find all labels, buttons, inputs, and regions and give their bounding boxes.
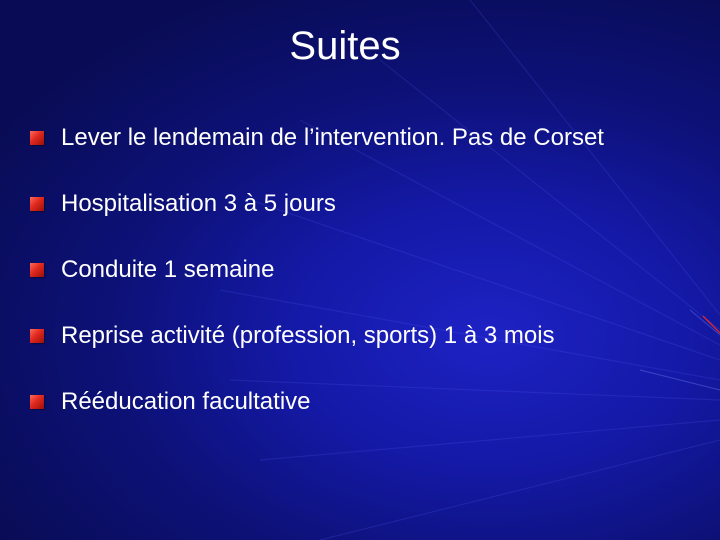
bullet-list: [30, 116, 710, 446]
bullet-item: [30, 116, 710, 162]
slide-title: Suites: [289, 24, 401, 68]
square-bullet-icon: [30, 329, 44, 343]
square-bullet-icon: [30, 131, 44, 145]
bullet-text: Reprise activité (profession, sports) 1 à 3 mois: [61, 322, 555, 349]
square-bullet-icon: [30, 395, 44, 409]
square-bullet-icon: [30, 263, 44, 277]
bullet-text: Hospitalisation 3 à 5 jours: [61, 190, 336, 217]
bullet-text: Conduite 1 semaine: [61, 256, 275, 283]
bullet-item: [30, 248, 710, 294]
bullet-item: [30, 380, 710, 426]
square-bullet-icon: [30, 197, 44, 211]
bullet-item: [30, 314, 710, 360]
bullet-text: Lever le lendemain de l’intervention. Pas de Corset: [61, 124, 604, 151]
bullet-text: Rééducation facultative: [61, 388, 311, 415]
bullet-item: [30, 182, 710, 228]
